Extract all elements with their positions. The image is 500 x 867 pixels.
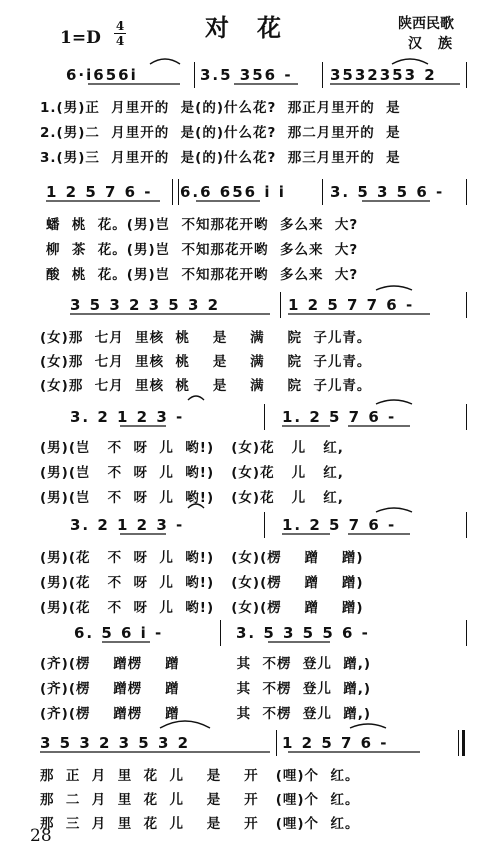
final-bar-thick	[462, 730, 465, 756]
system-1-measure-1: 6·i656i	[66, 66, 138, 84]
slur	[350, 724, 386, 728]
system-5-measure-1: 3. 2 1 2 3 -	[70, 516, 185, 534]
system-2-measure-1: 1 2 5 7 6 -	[46, 183, 153, 201]
system-4-lyric-1: (男)(岂 不 呀 儿 哟!) (女)花 儿 红,	[40, 440, 344, 456]
bar-line	[322, 179, 323, 205]
bar-line	[466, 179, 467, 205]
system-7-lyric-1: 那 正 月 里 花 儿 是 开 (哩)个 红。	[40, 768, 360, 784]
system-5-lyric-3: (男)(花 不 呀 儿 哟!) (女)(楞 蹭 蹭)	[40, 600, 364, 616]
meter-top: 4	[115, 19, 125, 33]
page-number: 28	[30, 826, 52, 846]
bar-line	[466, 404, 467, 430]
system-1-measure-3: 3532353 2	[330, 66, 437, 84]
system-6-lyric-1: (齐)(楞 蹭楞 蹭 其 不楞 登儿 蹭,)	[40, 656, 372, 672]
bar-line	[178, 179, 179, 205]
system-7-lyric-3: 那 三 月 里 花 儿 是 开 (哩)个 红。	[40, 816, 360, 832]
bar-line	[280, 292, 281, 318]
bar-line	[466, 512, 467, 538]
system-1-lyric-3: 3.(男)三 月里开的 是(的)什么花? 那三月里开的 是	[40, 150, 401, 166]
bar-line	[194, 62, 195, 88]
system-4-lyric-3: (男)(岂 不 呀 儿 哟!) (女)花 儿 红,	[40, 490, 344, 506]
bar-line	[466, 292, 467, 318]
system-7-measure-1: 3 5 3 2 3 5 3 2	[40, 734, 191, 752]
system-3-lyric-2: (女)那 七月 里核 桃 是 满 院 子儿青。	[40, 354, 372, 370]
system-2-lyric-2: 柳 茶 花。(男)岂 不知那花开哟 多么来 大?	[46, 242, 359, 258]
system-4-measure-1: 3. 2 1 2 3 -	[70, 408, 185, 426]
origin-region: 陕西民歌	[398, 16, 454, 32]
system-5-lyric-1: (男)(花 不 呀 儿 哟!) (女)(楞 蹭 蹭)	[40, 550, 364, 566]
system-6-measure-1: 6. 5 6 i -	[74, 624, 164, 642]
time-signature	[114, 20, 126, 47]
bar-line	[466, 62, 467, 88]
slur	[160, 721, 210, 728]
system-7-measure-2: 1 2 5 7 6 -	[282, 734, 389, 752]
system-6-lyric-2: (齐)(楞 蹭楞 蹭 其 不楞 登儿 蹭,)	[40, 681, 372, 697]
bar-line	[172, 179, 173, 205]
origin-ethnic: 汉族	[408, 36, 468, 52]
bar-line	[276, 730, 277, 756]
slur	[376, 400, 412, 404]
final-bar-thin	[458, 730, 459, 756]
key-signature: 1=D	[60, 28, 101, 48]
song-origin	[398, 14, 468, 54]
bar-line	[264, 512, 265, 538]
system-1-measure-2: 3.5 356 -	[200, 66, 293, 84]
slur	[188, 396, 204, 400]
system-2-measure-3: 3. 5 3 5 6 -	[330, 183, 445, 201]
meter-bottom: 4	[115, 34, 125, 48]
system-2-measure-2: 6.6 656 i i	[180, 183, 286, 201]
system-1-lyric-1: 1.(男)正 月里开的 是(的)什么花? 那正月里开的 是	[40, 100, 401, 116]
bar-line	[264, 404, 265, 430]
system-4-lyric-2: (男)(岂 不 呀 儿 哟!) (女)花 儿 红,	[40, 465, 344, 481]
bar-line	[466, 620, 467, 646]
bar-line	[322, 62, 323, 88]
song-title: 对花	[205, 13, 309, 42]
slur	[150, 59, 180, 64]
bar-line	[220, 620, 221, 646]
system-6-measure-2: 3. 5 3 5 5 6 -	[236, 624, 370, 642]
system-5-measure-2: 1. 2 5 7 6 -	[282, 516, 397, 534]
system-3-measure-2: 1 2 5 7 7 6 -	[288, 296, 415, 314]
system-3-measure-1: 3 5 3 2 3 5 3 2	[70, 296, 221, 314]
system-2-lyric-1: 蟠 桃 花。(男)岂 不知那花开哟 多么来 大?	[46, 217, 359, 233]
system-7-lyric-2: 那 二 月 里 花 儿 是 开 (哩)个 红。	[40, 792, 360, 808]
system-1-lyric-2: 2.(男)二 月里开的 是(的)什么花? 那二月里开的 是	[40, 125, 401, 141]
slur	[376, 286, 412, 290]
system-2-lyric-3: 酸 桃 花。(男)岂 不知那花开哟 多么来 大?	[46, 267, 359, 283]
system-3-lyric-3: (女)那 七月 里核 桃 是 满 院 子儿青。	[40, 378, 372, 394]
system-4-measure-2: 1. 2 5 7 6 -	[282, 408, 397, 426]
slur	[376, 508, 412, 512]
slur	[392, 59, 428, 64]
system-5-lyric-2: (男)(花 不 呀 儿 哟!) (女)(楞 蹭 蹭)	[40, 575, 364, 591]
system-3-lyric-1: (女)那 七月 里核 桃 是 满 院 子儿青。	[40, 330, 372, 346]
system-6-lyric-3: (齐)(楞 蹭楞 蹭 其 不楞 登儿 蹭,)	[40, 706, 372, 722]
